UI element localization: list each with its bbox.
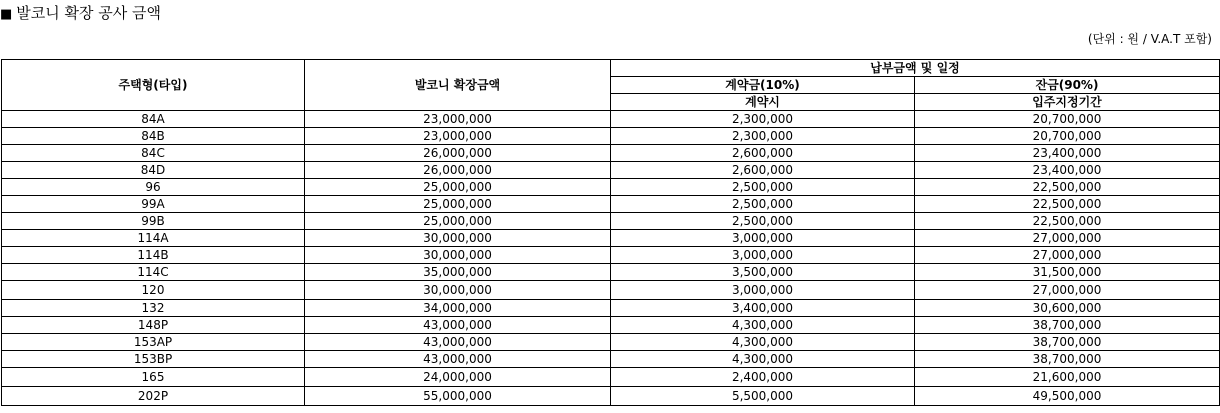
unit-note: (단위 : 원 / V.A.T 포함)	[1087, 32, 1212, 46]
cell-deposit: 2,600,000	[611, 145, 915, 162]
cell-deposit: 3,500,000	[611, 264, 915, 281]
balcony-price-table	[1, 59, 1220, 406]
table-row	[2, 179, 1220, 196]
square-bullet-icon: ■	[0, 7, 13, 22]
cell-deposit: 2,600,000	[611, 162, 915, 179]
table-row	[2, 368, 1220, 387]
cell-expansion: 35,000,000	[305, 264, 611, 281]
cell-balance: 20,700,000	[915, 128, 1220, 145]
cell-deposit: 3,000,000	[611, 247, 915, 264]
cell-balance: 27,000,000	[915, 247, 1220, 264]
cell-deposit: 2,300,000	[611, 111, 915, 128]
table-header	[2, 60, 1220, 111]
cell-type: 99B	[2, 213, 305, 230]
table-row	[2, 281, 1220, 300]
cell-type: 165	[2, 368, 305, 387]
table-row	[2, 145, 1220, 162]
cell-balance: 38,700,000	[915, 334, 1220, 351]
cell-expansion: 30,000,000	[305, 247, 611, 264]
table-row	[2, 247, 1220, 264]
cell-type: 120	[2, 281, 305, 300]
table-row	[2, 128, 1220, 145]
cell-deposit: 2,300,000	[611, 128, 915, 145]
page-title	[0, 2, 161, 26]
cell-type: 114A	[2, 230, 305, 247]
table-body	[2, 111, 1220, 406]
cell-type: 84D	[2, 162, 305, 179]
cell-balance: 22,500,000	[915, 213, 1220, 230]
cell-expansion: 23,000,000	[305, 111, 611, 128]
cell-type: 84A	[2, 111, 305, 128]
table-row	[2, 317, 1220, 334]
header-deposit: 계약금(10%)	[611, 77, 915, 94]
cell-balance: 23,400,000	[915, 162, 1220, 179]
table-row	[2, 196, 1220, 213]
cell-expansion: 55,000,000	[305, 387, 611, 406]
cell-type: 84B	[2, 128, 305, 145]
cell-type: 132	[2, 300, 305, 317]
cell-deposit: 2,400,000	[611, 368, 915, 387]
cell-type: 148P	[2, 317, 305, 334]
cell-balance: 49,500,000	[915, 387, 1220, 406]
cell-balance: 31,500,000	[915, 264, 1220, 281]
cell-expansion: 43,000,000	[305, 317, 611, 334]
cell-expansion: 30,000,000	[305, 230, 611, 247]
table-row	[2, 213, 1220, 230]
table-row	[2, 162, 1220, 179]
cell-type: 99A	[2, 196, 305, 213]
header-deposit-timing: 계약시	[611, 94, 915, 111]
cell-type: 202P	[2, 387, 305, 406]
cell-balance: 27,000,000	[915, 281, 1220, 300]
cell-type: 153AP	[2, 334, 305, 351]
table-row	[2, 300, 1220, 317]
cell-deposit: 3,000,000	[611, 230, 915, 247]
cell-expansion: 23,000,000	[305, 128, 611, 145]
cell-deposit: 4,300,000	[611, 351, 915, 368]
cell-balance: 22,500,000	[915, 196, 1220, 213]
cell-balance: 22,500,000	[915, 179, 1220, 196]
cell-balance: 27,000,000	[915, 230, 1220, 247]
header-balance-timing: 입주지정기간	[915, 94, 1220, 111]
cell-expansion: 43,000,000	[305, 334, 611, 351]
cell-deposit: 5,500,000	[611, 387, 915, 406]
table-row	[2, 387, 1220, 406]
table-row	[2, 264, 1220, 281]
cell-type: 114B	[2, 247, 305, 264]
cell-deposit: 2,500,000	[611, 179, 915, 196]
header-balance: 잔금(90%)	[915, 77, 1220, 94]
table-row	[2, 111, 1220, 128]
cell-balance: 30,600,000	[915, 300, 1220, 317]
cell-balance: 23,400,000	[915, 145, 1220, 162]
cell-expansion: 25,000,000	[305, 213, 611, 230]
cell-deposit: 4,300,000	[611, 317, 915, 334]
header-payment-group: 납부금액 및 일정	[611, 60, 1220, 77]
cell-expansion: 25,000,000	[305, 179, 611, 196]
header-expansion: 발코니 확장금액	[305, 60, 611, 111]
cell-type: 96	[2, 179, 305, 196]
table-row	[2, 334, 1220, 351]
cell-type: 84C	[2, 145, 305, 162]
cell-expansion: 34,000,000	[305, 300, 611, 317]
table-row	[2, 351, 1220, 368]
cell-expansion: 25,000,000	[305, 196, 611, 213]
page-title-text: 발코니 확장 공사 금액	[16, 4, 162, 22]
cell-deposit: 2,500,000	[611, 213, 915, 230]
cell-deposit: 3,000,000	[611, 281, 915, 300]
cell-balance: 38,700,000	[915, 351, 1220, 368]
cell-expansion: 43,000,000	[305, 351, 611, 368]
table-row	[2, 230, 1220, 247]
cell-expansion: 26,000,000	[305, 145, 611, 162]
cell-balance: 38,700,000	[915, 317, 1220, 334]
header-type: 주택형(타입)	[2, 60, 305, 111]
cell-deposit: 4,300,000	[611, 334, 915, 351]
cell-balance: 21,600,000	[915, 368, 1220, 387]
cell-deposit: 3,400,000	[611, 300, 915, 317]
cell-expansion: 30,000,000	[305, 281, 611, 300]
cell-expansion: 26,000,000	[305, 162, 611, 179]
cell-expansion: 24,000,000	[305, 368, 611, 387]
cell-deposit: 2,500,000	[611, 196, 915, 213]
cell-balance: 20,700,000	[915, 111, 1220, 128]
cell-type: 114C	[2, 264, 305, 281]
cell-type: 153BP	[2, 351, 305, 368]
